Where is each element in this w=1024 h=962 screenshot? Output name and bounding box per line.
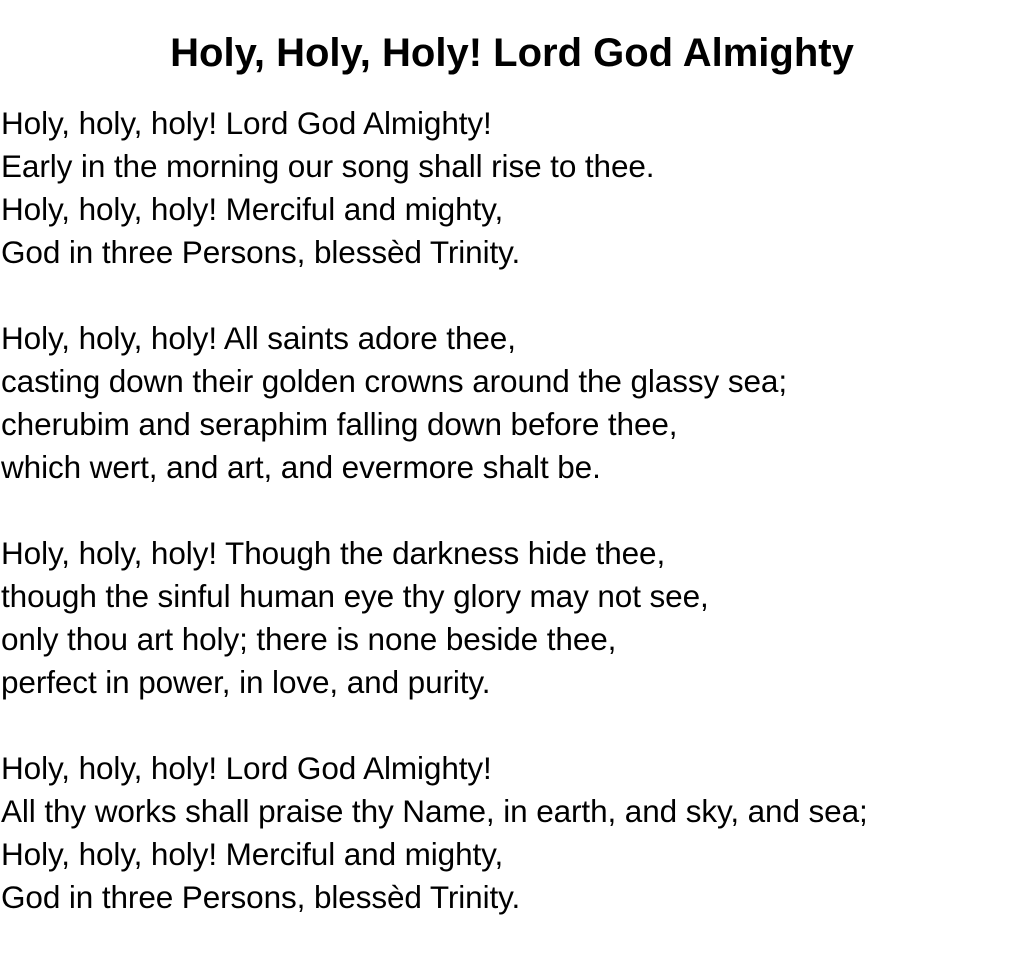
stanza-1: [1, 102, 1023, 274]
stanza-line: perfect in power, in love, and purity.: [1, 664, 491, 700]
hymn-body: [1, 102, 1023, 962]
stanza-line: All thy works shall praise thy Name, in earth, and sky, and sea;: [1, 793, 868, 829]
stanza-line: Holy, holy, holy! All saints adore thee,: [1, 320, 516, 356]
stanza-2: [1, 317, 1023, 489]
stanza-line: God in three Persons, blessèd Trinity.: [1, 234, 521, 270]
stanza-line: Holy, holy, holy! Merciful and mighty,: [1, 836, 504, 872]
stanza-line: though the sinful human eye thy glory may not see,: [1, 578, 709, 614]
stanza-line: Holy, holy, holy! Though the darkness hide thee,: [1, 535, 666, 571]
stanza-line: which wert, and art, and evermore shalt be.: [1, 449, 601, 485]
stanza-line: only thou art holy; there is none beside thee,: [1, 621, 617, 657]
stanza-line: cherubim and seraphim falling down before thee,: [1, 406, 678, 442]
stanza-4: [1, 747, 1023, 919]
stanza-line: Holy, holy, holy! Merciful and mighty,: [1, 191, 504, 227]
stanza-line: Holy, holy, holy! Lord God Almighty!: [1, 750, 492, 786]
stanza-line: Early in the morning our song shall rise to thee.: [1, 148, 655, 184]
stanza-line: God in three Persons, blessèd Trinity.: [1, 879, 521, 915]
stanza-line: Holy, holy, holy! Lord God Almighty!: [1, 105, 492, 141]
hymn-title: Holy, Holy, Holy! Lord God Almighty: [170, 31, 854, 75]
stanza-3: [1, 532, 1023, 704]
stanza-line: casting down their golden crowns around the glassy sea;: [1, 363, 787, 399]
